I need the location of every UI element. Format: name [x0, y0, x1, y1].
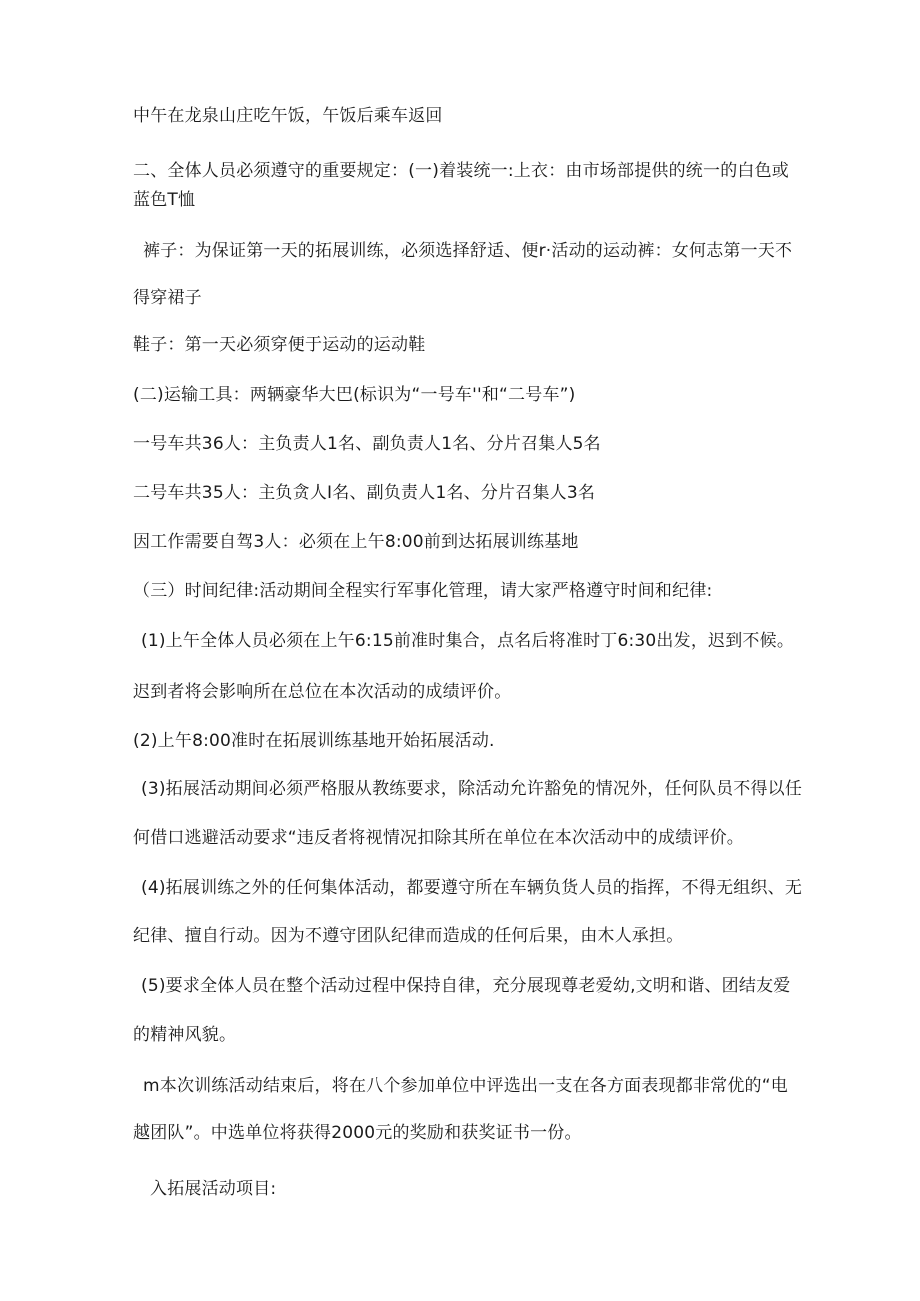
text-line: 越团队”。中选单位将获得2000元的奖励和获奖证书一份。: [133, 1123, 582, 1143]
text-line: （三）时间纪律:活动期间全程实行军事化管理，请大家严格遵守时间和纪律:: [133, 581, 713, 601]
text-line: (3)拓展活动期间必须严格服从教练要求，除活动允许豁免的情况外，任何队员不得以任: [141, 779, 803, 799]
text-line: (二)运输工具：两辆豪华大巴(标识为“一号车''和“二号车”): [133, 385, 576, 405]
text-line: (2)上午8:00准时在拓展训练基地开始拓展活动.: [133, 731, 495, 751]
text-line: 得穿裙子: [133, 288, 202, 308]
text-line: 中午在龙泉山庄吃午饭，午饭后乘车返回: [133, 106, 443, 126]
text-line: 裤子：为保证第一天的拓展训练，必须选择舒适、便r·活动的运动裤：女何志第一天不: [143, 241, 793, 261]
text-line: 纪律、擅自行动。因为不遵守团队纪律而造成的任何后果，由木人承担。: [133, 926, 684, 946]
text-line: m本次训练活动结束后，将在八个参加单位中评选出一支在各方面表现都非常优的“电: [143, 1076, 788, 1096]
text-line: 的精神风貌。: [133, 1025, 237, 1045]
text-line: 蓝色T恤: [133, 190, 196, 210]
text-line: (4)拓展训练之外的任何集体活动，都要遵守所在车辆负货人员的指挥，不得无组织、无: [141, 878, 803, 898]
text-line: (5)要求全体人员在整个活动过程中保持自律，充分展现尊老爱幼,文明和谐、团结友爱: [141, 976, 791, 996]
text-line: 二、全体人员必须遵守的重要规定：(一)着装统一:上衣：由市场部提供的统一的白色或: [133, 161, 789, 181]
text-line: 何借口逃避活动要求“违反者将视情况扣除其所在单位在本次活动中的成绩评价。: [133, 828, 745, 848]
text-line: 鞋子：第一天必须穿便于运动的运动鞋: [133, 335, 426, 355]
text-line: (1)上午全体人员必须在上午6:15前准时集合，点名后将准时丁6:30出发，迟到不候。: [141, 631, 795, 651]
text-line: 二号车共35人：主负贪人I名、副负责人1名、分片召集人3名: [133, 483, 596, 503]
text-line: 因工作需要自驾3人：必须在上午8:00前到达拓展训练基地: [133, 532, 579, 552]
text-line: 迟到者将会影响所在总位在本次活动的成绩评价。: [133, 682, 512, 702]
text-line: 一号车共36人：主负责人1名、副负责人1名、分片召集人5名: [133, 434, 601, 454]
text-line: 入拓展活动项目:: [150, 1179, 277, 1199]
